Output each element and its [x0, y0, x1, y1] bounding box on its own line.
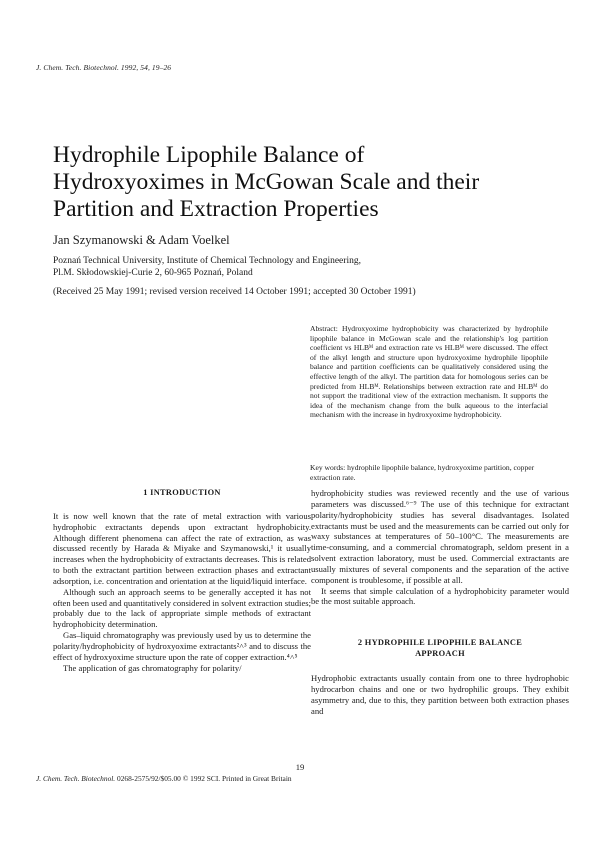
received-dates: (Received 25 May 1991; revised version received 14 October 1991; accepted 30 October 1991) — [53, 287, 416, 297]
body-paragraph: It is now well known that the rate of metal extraction with various hydrophobic extractants depends upon extractant hydrophobicity. Although different phenomena can affect the rate of extraction, as was discussed recently by Harada & Miyake and Szymanowski,¹ it usually increases when the hydrophobicity of extractants decreases. This is related to both the extractant partition between extraction phases and extractant adsorption, i.e. concentration and orientation at the liquid/liquid interface. — [53, 510, 311, 586]
page-number: 19 — [295, 762, 305, 772]
authors: Jan Szymanowski & Adam Voelkel — [53, 233, 230, 247]
body-paragraph: The application of gas chromatography for polarity/ — [63, 662, 242, 673]
affiliation-line: Poznań Technical University, Institute of Chemical Technology and Engineering, — [53, 256, 361, 266]
title-line: Hydrophile Lipophile Balance of — [53, 142, 365, 168]
footer — [36, 774, 292, 783]
keywords: Key words: hydrophile lipophile balance, hydroxyoxime partition, copper extraction rate. — [310, 463, 535, 482]
body-paragraph: Hydrophobic extractants usually contain from one to three hydrophobic hydrocarbon chains and one or two hydrophilic groups. They exhibit asymmetry and, due to this, they partition between both extraction phases and — [311, 673, 569, 716]
section-heading: APPROACH — [415, 649, 465, 659]
right-column — [311, 488, 569, 717]
footer-journal: J. Chem. Tech. Biotechnol. — [36, 774, 116, 783]
affiliation — [53, 255, 361, 279]
affiliation-line: Pl.M. Skłodowskiej-Curie 2, 60-965 Poznań, Poland — [53, 268, 253, 278]
footer-text: 0268-2575/92/$05.00 © 1992 SCI. Printed in Great Britain — [115, 774, 292, 783]
section-heading: 1 INTRODUCTION — [143, 488, 221, 497]
body-paragraph: Although such an approach seems to be generally accepted it has not often been used and quantitatively considered in solvent extraction studies; probably due to the lack of appropriate simple methods of extractant hydrophobicity determination. — [53, 586, 311, 630]
paper-title — [53, 142, 573, 223]
title-line: Hydroxyoximes in McGowan Scale and their — [53, 169, 480, 195]
abstract — [310, 324, 548, 420]
section-heading: 2 HYDROPHILE LIPOPHILE BALANCE — [357, 638, 523, 648]
body-paragraph: It seems that simple calculation of a hydrophobicity parameter would be the most suitable approach. — [311, 585, 569, 607]
left-column — [53, 488, 311, 674]
body-paragraph: hydrophobicity studies was reviewed recently and the use of various parameters was discussed.⁶⁻⁹ The use of this technique for extractant polarity/hydrophobicity studies has several disadvantages. Isolated extractants must be used and the measurements can be carried out only for waxy substances at temperatures of 50–100°C. The measurements are time-consuming, and a commercial chromatograph, seldom present in a solvent extraction laboratory, must be used. Commercial extractants are usually mixtures of several components and the separation of the active component is troublesome, if possible at all. — [311, 488, 569, 585]
title-line: Partition and Extraction Properties — [53, 196, 379, 222]
section-heading-block — [311, 637, 569, 659]
abstract-label: Abstract: — [310, 324, 338, 333]
body-paragraph: Gas–liquid chromatography was previously used by us to determine the polarity/hydrophobicity of hydroxyoxime extractants²˄³ and to discuss the effect of hydroxyoxime structure upon the rate of copper extraction.⁴˄⁵ — [53, 630, 311, 662]
abstract-text: Hydroxyoxime hydrophobicity was characterized by hydrophile lipophile balance in McGowan scale and the relationship's log partition coefficient vs HLBᴹ and extraction rate vs HLBᴹ were discussed. The effect of the alkyl length and structure upon hydroxyoxime hydrophile lipophile balance and partition coefficients can be qualitatively considered using the effective length of the alkyl. The partition data for homologous series can be predicted from HLBᴹ. Relationships between extraction rate and HLBᴹ do not support the traditional view of the extraction mechanism. It supports the idea of the mechanism change from the bulk aqueous to the interfacial mechanism with the increase in hydroxyoxime hydrophobicity. — [310, 324, 548, 420]
running-head: J. Chem. Tech. Biotechnol. 1992, 54, 19–26 — [36, 63, 172, 72]
